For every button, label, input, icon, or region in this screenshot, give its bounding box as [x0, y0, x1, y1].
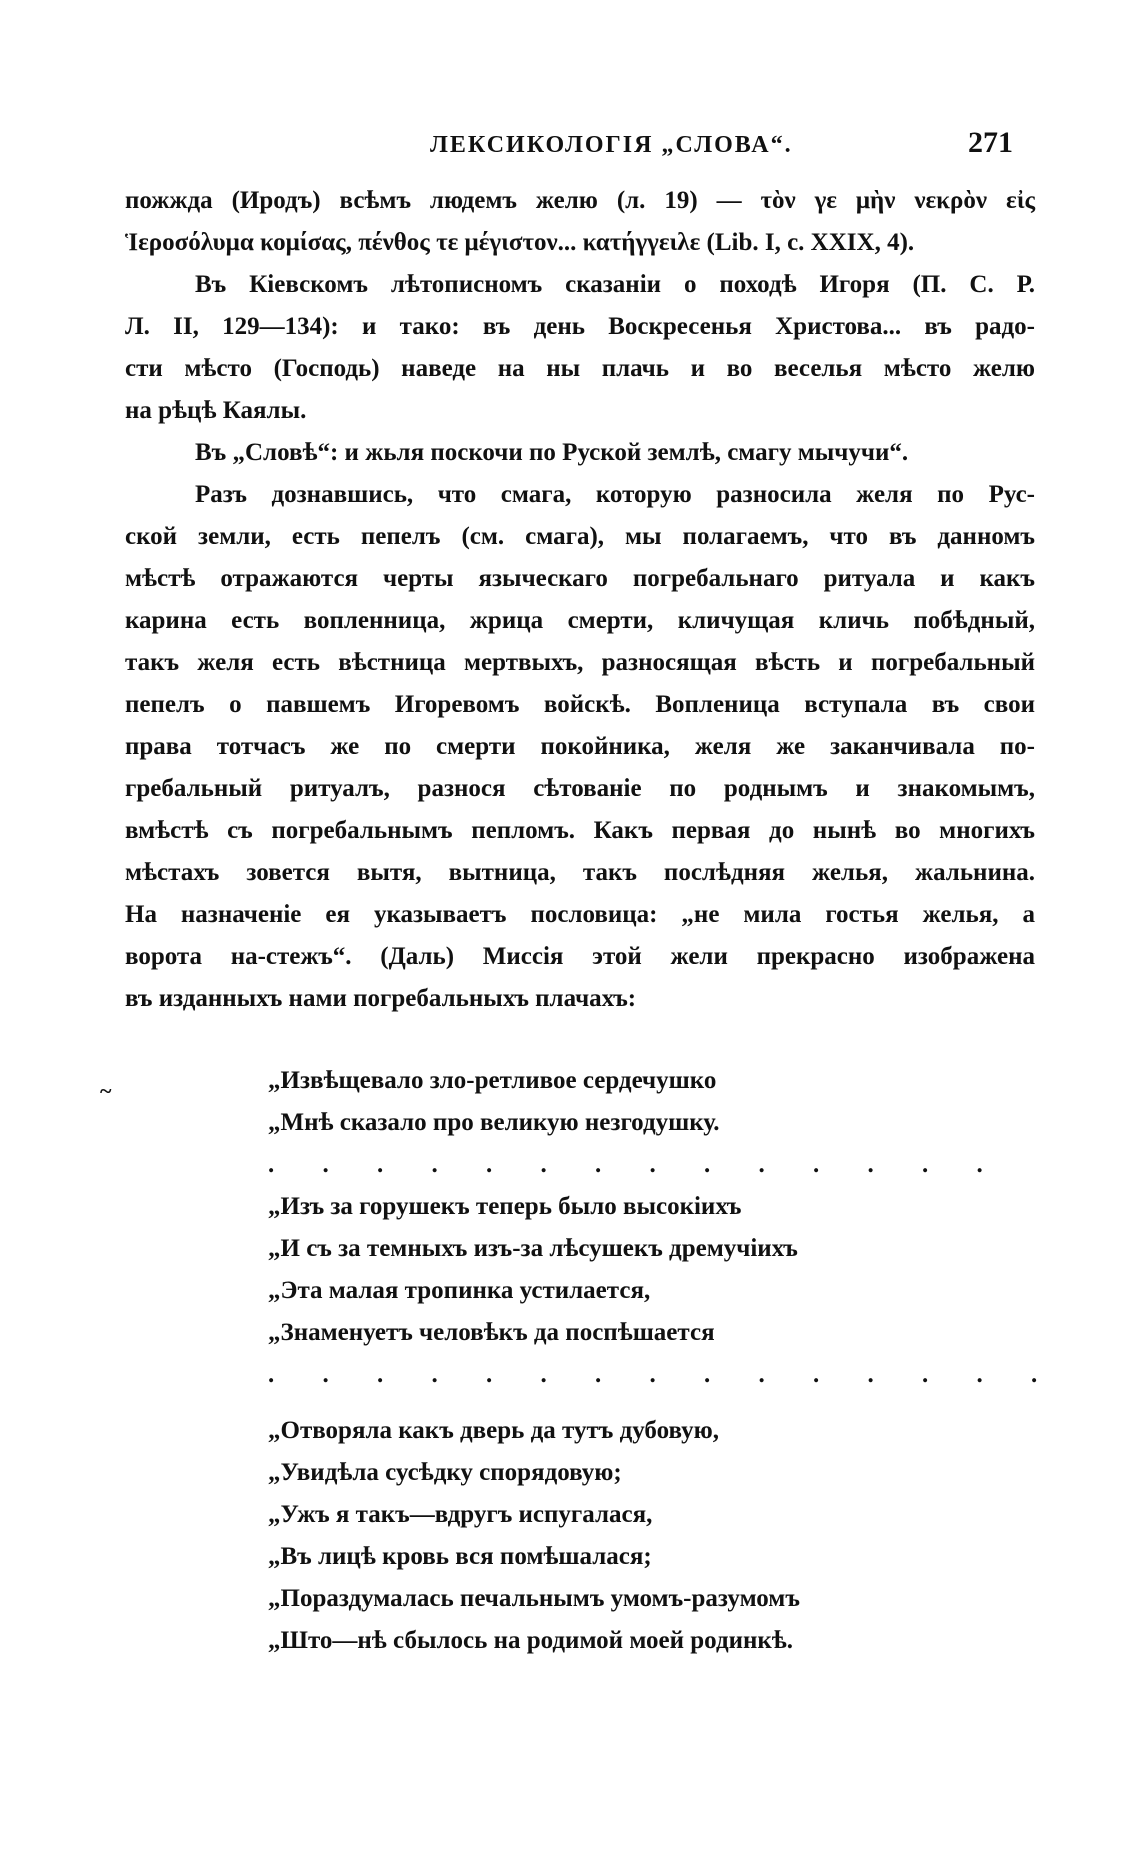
text-line: Въ „Словѣ“: и жьля поскочи по Руской землѣ, смагу мычучи“.	[195, 439, 909, 466]
poem-line: „Знаменуетъ человѣкъ да поспѣшается	[268, 1319, 715, 1346]
text-line: Въ Кіевскомъ лѣтописномъ сказаніи о походѣ Игоря (П. С. Р.	[195, 271, 1035, 298]
text-line: Л. II, 129—134): и тако: въ день Воскресенья Христова... въ радо-	[125, 313, 1035, 340]
poem-line: „Отворяла какъ дверь да тутъ дубовую,	[268, 1417, 719, 1444]
text-line: сти мѣсто (Господь) наведе на ны плачь и во веселья мѣсто желю	[125, 355, 1035, 382]
text-line: ворота на-стежъ“. (Даль) Миссія этой жели прекрасно изображена	[125, 943, 1035, 970]
poem-line: „Изъ за горушекъ теперь было высокіихъ	[268, 1193, 742, 1220]
text-line: ской земли, есть пепелъ (см. смага), мы полагаемъ, что въ данномъ	[125, 523, 1035, 550]
text-line: въ изданныхъ нами погребальныхъ плачахъ:	[125, 985, 637, 1012]
body-paragraphs	[125, 180, 1035, 1020]
text-line: карина есть вопленница, жрица смерти, кличущая кличь побѣдный,	[125, 607, 1035, 634]
text-line: вмѣстѣ съ погребальнымъ пепломъ. Какъ первая до нынѣ во многихъ	[125, 817, 1035, 844]
ellipsis-dots: . . . . . . . . . . . . . . .	[268, 1361, 1059, 1388]
poem-line: „Ужъ я такъ—вдругъ испугалася,	[268, 1501, 653, 1528]
running-head: ЛЕКСИКОЛОГІЯ „СЛОВА“.	[430, 132, 793, 158]
margin-mark: ~	[100, 1078, 112, 1103]
poem-line: „Извѣщевало зло-ретливое сердечушко	[268, 1067, 717, 1094]
text-line: на рѣцѣ Каялы.	[125, 397, 307, 424]
text-line: Разъ дознавшись, что смага, которую разносила желя по Рус-	[195, 481, 1035, 508]
text-line: мѣстахъ зовется вытя, вытница, такъ послѣдняя желья, жальнина.	[125, 859, 1035, 886]
poem-line: „Мнѣ сказало про великую незгодушку.	[268, 1109, 720, 1136]
poem-line: „Въ лицѣ кровь вся помѣшалася;	[268, 1543, 652, 1570]
text-line: пожжда (Иродъ) всѣмъ людемъ желю (л. 19) — τὸν γε μὴν νεκρὸν εἰς	[125, 187, 1035, 214]
text-line: пепелъ о павшемъ Игоревомъ войскѣ. Вопленица вступала въ свои	[125, 691, 1035, 718]
ellipsis-dots: . . . . . . . . . . . . . .	[268, 1151, 1004, 1178]
lament-poem	[268, 1060, 1059, 1662]
text-line: На назначеніе ея указываетъ пословица: „не мила гостья желья, а	[125, 901, 1035, 928]
poem-line: „И съ за темныхъ изъ-за лѣсушекъ дремучіихъ	[268, 1235, 798, 1262]
text-line: права тотчасъ же по смерти покойника, желя же заканчивала по-	[125, 733, 1035, 760]
text-line: гребальный ритуалъ, разнося сѣтованіе по роднымъ и знакомымъ,	[125, 775, 1035, 802]
poem-line: „Пораздумалась печальнымъ умомъ-разумомъ	[268, 1585, 800, 1612]
poem-line: „Увидѣла сусѣдку спорядовую;	[268, 1459, 622, 1486]
text-line: мѣстѣ отражаются черты языческаго погребальнаго ритуала и какъ	[125, 565, 1035, 592]
text-line: такъ желя есть вѣстница мертвыхъ, разносящая вѣсть и погребальный	[125, 649, 1035, 676]
poem-line: „Што—нѣ сбылось на родимой моей родинкѣ.	[268, 1627, 794, 1654]
page-number: 271	[968, 126, 1013, 159]
poem-line: „Эта малая тропинка устилается,	[268, 1277, 651, 1304]
stanza-gap	[268, 1396, 948, 1410]
text-line: Ἱεροσόλυμα κομίσας, πένθος τε μέγιστον... κατήγγειλε (Lib. I, c. XXIX, 4).	[125, 229, 915, 256]
